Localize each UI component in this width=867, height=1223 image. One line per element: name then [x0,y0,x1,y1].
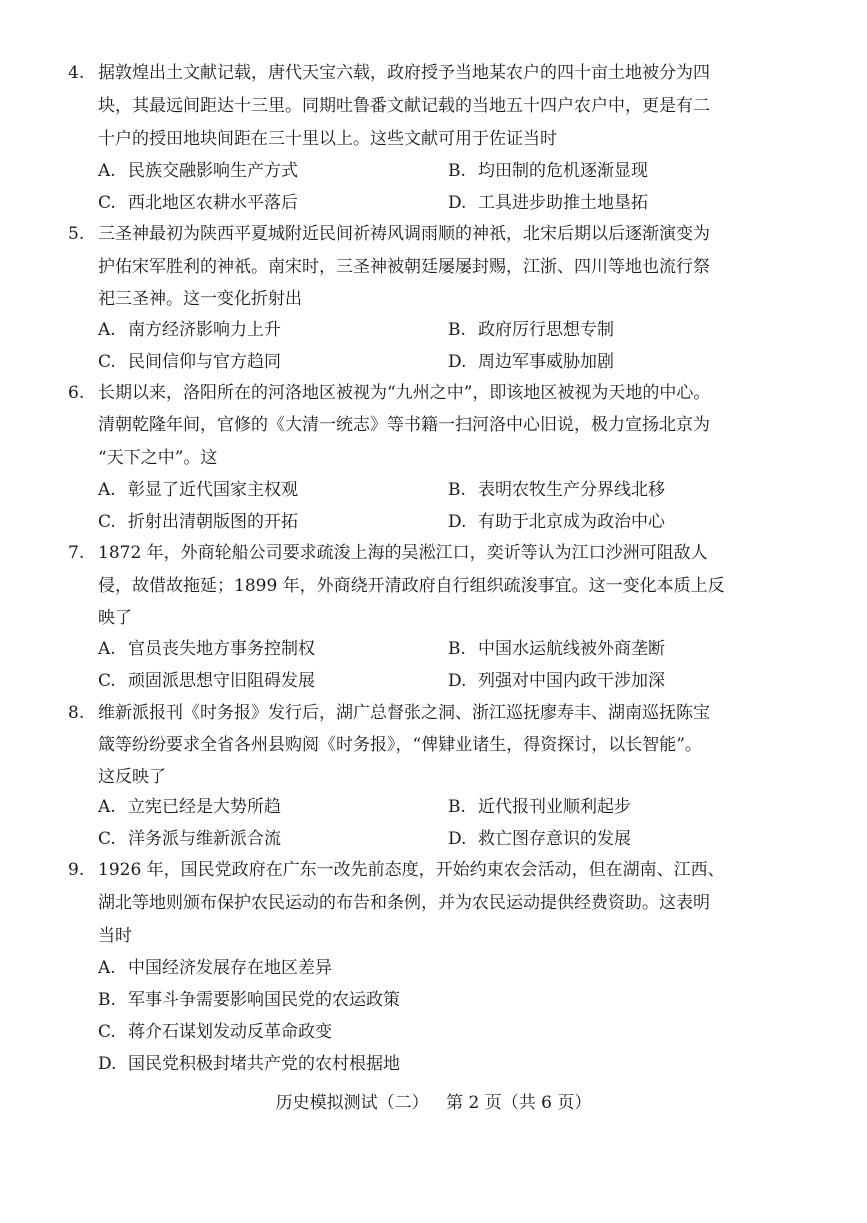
option-label: B. [448,320,466,340]
option-text: 表明农牧生产分界线北移 [478,480,665,500]
option-label: C. [98,352,116,372]
option-c [98,831,281,848]
option-text: 顽固派思想守旧阻碍发展 [128,671,315,691]
option-text: 彰显了近代国家主权观 [128,480,298,500]
option-a [98,322,281,339]
option-label: D. [448,193,467,213]
question-text-line: 十户的授田地块间距在三十里以上。这些文献可用于佐证当时 [98,129,557,149]
option-d [98,1056,400,1073]
question-text-line: 清朝乾隆年间，官修的《大清一统志》等书籍一扫河洛中心旧说，极力宣扬北京为 [98,415,710,435]
question-text-line: 祀三圣神。这一变化折射出 [98,289,302,309]
option-b [98,992,400,1009]
question-text-line: 长期以来，洛阳所在的河洛地区被视为“九州之中”，即该地区被视为天地的中心。 [98,383,711,403]
option-text: 有助于北京成为政治中心 [478,512,665,532]
option-label: D. [448,352,467,372]
option-label: D. [448,671,467,691]
question-text-line: 1872 年，外商轮船公司要求疏浚上海的吴淞江口，奕䜣等认为江口沙洲可阻敌人 [98,543,708,563]
option-label: A. [98,797,116,817]
question-text-line: 侵，故借故拖延；1899 年，外商绕开清政府自行组织疏浚事宜。这一变化本质上反 [98,576,725,596]
question-text-line: 据敦煌出土文献记载，唐代天宝六载，政府授予当地某农户的四十亩土地被分为四 [98,63,710,83]
question-text-line: 映了 [98,608,132,628]
option-text: 蒋介石谋划发动反革命政变 [128,1022,332,1042]
question-number: 4. [68,63,85,83]
option-label: B. [448,480,466,500]
option-text: 洋务派与维新派合流 [128,829,281,849]
option-b [448,799,631,816]
option-text: 民间信仰与官方趋同 [128,352,281,372]
question-number: 7. [68,543,85,563]
option-d [448,514,665,531]
option-c [98,1024,332,1041]
option-text: 救亡图存意识的发展 [478,829,631,849]
option-a [98,799,281,816]
footer-page-number: 第 2 页（共 6 页） [446,1093,592,1113]
question-text-line: 这反映了 [98,767,166,787]
question-number: 5. [68,224,85,244]
option-text: 官员丧失地方事务控制权 [128,639,315,659]
option-text: 国民党积极封堵共产党的农村根据地 [128,1054,400,1074]
option-text: 列强对中国内政干涉加深 [478,671,665,691]
option-text: 周边军事威胁加剧 [478,352,614,372]
question-text-line: “天下之中”。这 [98,448,218,468]
option-b [448,641,665,658]
option-a [98,641,315,658]
option-label: A. [98,639,116,659]
option-c [98,514,298,531]
option-b [448,322,614,339]
option-text: 民族交融影响生产方式 [128,161,298,181]
option-text: 立宪已经是大势所趋 [128,797,281,817]
option-a [98,482,298,499]
question-text-line: 块，其最远间距达十三里。同期吐鲁番文献记载的当地五十四户农户中，更是有二 [98,96,710,116]
option-d [448,831,631,848]
option-label: D. [98,1054,117,1074]
option-b [448,482,665,499]
option-label: A. [98,161,116,181]
question-text-line: 箴等纷纷要求全省各州县购阅《时务报》，“俾肄业诸生，得资探讨，以长智能”。 [98,735,702,755]
question-text-line: 维新派报刊《时务报》发行后，湖广总督张之洞、浙江巡抚廖寿丰、湖南巡抚陈宝 [98,703,710,723]
option-label: A. [98,958,116,978]
option-a [98,960,332,977]
option-label: C. [98,1022,116,1042]
option-text: 西北地区农耕水平落后 [128,193,298,213]
question-text-line: 1926 年，国民党政府在广东一改先前态度，开始约束农会活动，但在湖南、江西、 [98,860,725,880]
question-text-line: 护佑宋军胜利的神祇。南宋时，三圣神被朝廷屡屡封赐，江浙、四川等地也流行祭 [98,257,710,277]
option-c [98,354,281,371]
question-text-line: 当时 [98,926,132,946]
option-label: B. [448,797,466,817]
question-number: 8. [68,703,85,723]
option-text: 近代报刊业顺利起步 [478,797,631,817]
option-label: C. [98,671,116,691]
option-a [98,163,298,180]
option-label: C. [98,193,116,213]
question-number: 9. [68,860,85,880]
option-text: 军事斗争需要影响国民党的农运政策 [128,990,400,1010]
footer-title: 历史模拟测试（二） [275,1093,429,1113]
option-label: A. [98,480,116,500]
page-footer [0,1095,867,1112]
option-text: 工具进步助推土地垦拓 [478,193,648,213]
option-text: 中国水运航线被外商垄断 [478,639,665,659]
option-text: 政府厉行思想专制 [478,320,614,340]
question-number: 6. [68,383,85,403]
option-label: B. [448,161,466,181]
option-label: B. [98,990,116,1010]
option-label: D. [448,512,467,532]
option-label: A. [98,320,116,340]
option-text: 南方经济影响力上升 [128,320,281,340]
option-d [448,673,665,690]
option-b [448,163,648,180]
option-label: B. [448,639,466,659]
option-label: C. [98,829,116,849]
option-d [448,195,648,212]
option-text: 折射出清朝版图的开拓 [128,512,298,532]
option-d [448,354,614,371]
option-text: 均田制的危机逐渐显现 [478,161,648,181]
option-c [98,195,298,212]
question-text-line: 三圣神最初为陕西平夏城附近民间祈祷风调雨顺的神祇，北宋后期以后逐渐演变为 [98,224,710,244]
option-c [98,673,315,690]
option-label: C. [98,512,116,532]
question-text-line: 湖北等地则颁布保护农民运动的布告和条例，并为农民运动提供经费资助。这表明 [98,893,710,913]
option-text: 中国经济发展存在地区差异 [128,958,332,978]
option-label: D. [448,829,467,849]
